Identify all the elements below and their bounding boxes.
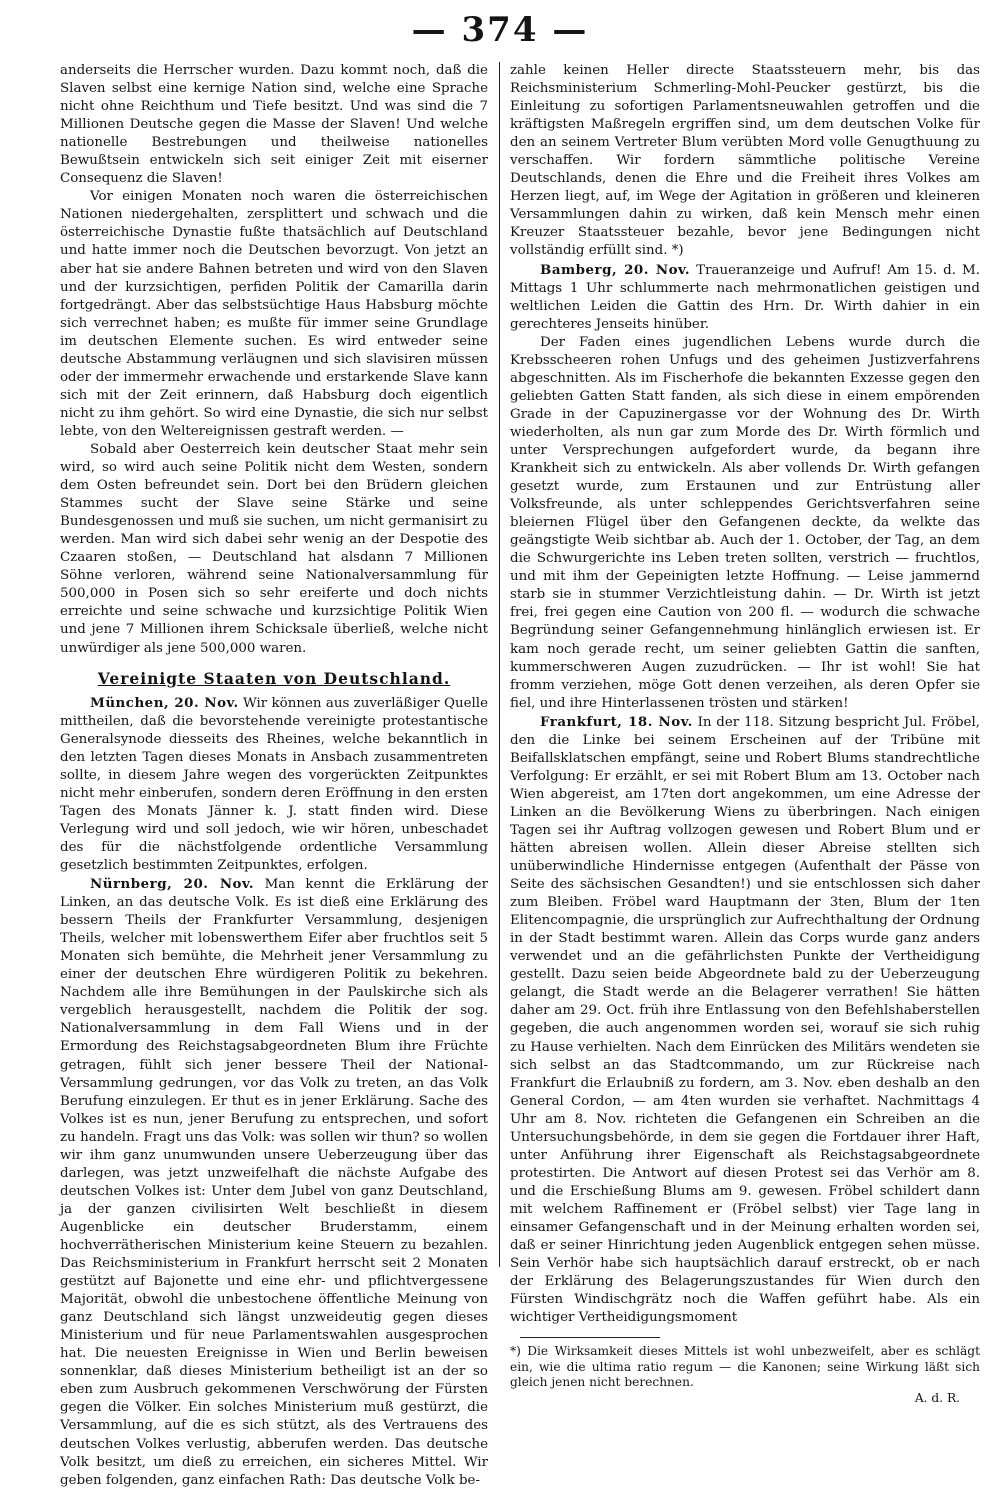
section-heading: Vereinigte Staaten von Deutschland.	[97, 668, 451, 688]
paragraph: Der Faden eines jugendlichen Lebens wurde durch die Krebsscheeren rohen Unfugs und des geheimen Justizverfahrens abgeschnitten. Als im Fischerhofe die bekannten Exzesse gegen den geliebten Gatten Statt fanden, als sich diese in einem empörenden Grade in der Capuzinergasse vor der Wohnung des Dr. Wirth wiederholten, als nun gar zum Morde des Dr. Wirth förmlich und unter Versprechungen aufgefordert wurde, da begann ihre Krankheit sich zu entwickeln. Als aber vollends Dr. Wirth gefangen gesetzt wurde, zum Erstaunen und zur Entrüstung aller Volksfreunde, als unter schleppendes Gerichtsverfahren seine bleiernen Flügel über den Gefangenen deckte, da welkte das geängstigte Weib sichtbar ab. Auch der 1. October, der Tag, an dem die Schwurgerichte ins Leben treten sollten, verstrich — fruchtlos, und mit ihm der Gepeinigten letzte Hoffnung. — Leise jammernd starb sie in stummer Verzichtleistung dahin. — Dr. Wirth ist jetzt frei, frei gegen eine Caution von 200 fl. — wodurch die schwache Begründung seiner Gefangennehmung hinlänglich erwiesen ist. Er kam noch gerade recht, um seiner geliebten Gattin die sanften, kummerschweren Augen zuzudrücken. — Ihr ist wohl! Sie hat fromm verziehen, möge Gott denen verzeihen, als deren Opfer sie fiel, und ihre Hinterlassenen trösten und stärken!	[510, 334, 980, 711]
left-column	[60, 62, 488, 1488]
dateline: Frankfurt, 18. Nov.	[540, 713, 693, 730]
article-text: Man kennt die Erklärung der Linken, an das deutsche Volk. Es ist dieß eine Erklärung des bessern Theils der Frankfurter Versammlung, desjenigen Theils, welcher mit lobenswerthem Eifer aber fruchtlos seit 5 Monaten sich bemühte, die Mehrheit jener Versammlung zu einer der deutschen Ehre würdigeren Politik zu bekehren. Nachdem alle ihre Bemühungen in der Paulskirche sich als vergeblich herausgestellt, nachdem die Politik der sog. Nationalversammlung in dem Fall Wiens und in der Ermordung des Reichstagsabgeordneten Blum ihre Früchte getragen, fühlt sich jener bessere Theil der National-Versammlung gedrungen, vor das Volk zu treten, an das Volk Berufung einzulegen. Er thut es in jener Erklärung. Sache des Volkes ist es nun, jener Berufung zu entsprechen, und sofort zu handeln. Fragt uns das Volk: was sollen wir thun? so wollen wir ihm ganz unumwunden unsere Ueberzeugung über das darlegen, was jetzt unzweifelhaft die nächste Aufgabe des deutschen Volkes ist: Unter dem Jubel von ganz Deutschland, ja der ganzen civilisirten Welt beschließt in diesem Augenblicke ein deutscher Bruderstamm, einem hochverrätherischen Ministerium keine Steuern zu bezahlen. Das Reichsministerium in Frankfurt herrscht seit 2 Monaten gestützt auf Bajonette und eine ehr- und pflichtvergessene Majorität, obwohl die unbestochene öffentliche Meinung von ganz Deutschland sich längst unzweideutig gegen dieses Ministerium und für neue Parlamentswahlen ausgesprochen hat. Die neuesten Ereignisse in Wien und Berlin beweisen sonnenklar, daß dieses Ministerium betheiligt ist an der so eben zum Ausbruch gekommenen Verschwörung der Fürsten gegen die Völker. Ein solches Ministerium muß gestürzt, die Versammlung, auf die es sich stützt, als des Vertrauens des deutschen Volkes verlustig, abberufen werden. Das deutsche Volk besitzt, um dieß zu erreichen, ein sicheres Mittel. Wir geben folgenden, ganz einfachen Rath: Das deutsche Volk be-	[60, 877, 488, 1488]
article-nuernberg	[60, 875, 488, 1490]
paragraph: Sobald aber Oesterreich kein deutscher Staat mehr sein wird, so wird auch seine Politik nicht dem Westen, sondern dem Osten befreundet sein. Dort bei den Brüdern gleichen Stammes sucht der Slave seine Stärke und seine Bundesgenossen und muß sie suchen, um nicht germanisirt zu werden. Man wird sich dabei sehr wenig an der Despotie des Czaaren stoßen, — Deutschland hat alsdann 7 Millionen Söhne verloren, während seine Nationalversammlung für 500,000 in Posen sich so sehr ereiferte und doch nichts erreichte und seine schwache und kurzsichtige Politik Wien und jene 7 Millionen ihrem Schicksale überließ, welche nicht unwürdiger als jene 500,000 waren.	[60, 441, 488, 656]
dateline: München, 20. Nov.	[90, 694, 239, 711]
paragraph: Vor einigen Monaten noch waren die österreichischen Nationen niedergehalten, zersplittert und schwach und die österreichische Dynastie fußte thatsächlich auf Deutschland und hatte immer noch die Deutschen bevorzugt. Von jetzt an aber hat sie andere Bahnen betreten und wird von den Slaven und der kurzsichtigen, perfiden Politik der Camarilla darin fortgedrängt. Aber das selbstsüchtige Haus Habsburg möchte sich verrechnet haben; es mußte für immer seine Grundlage im deutschen Elemente suchen. Es wird entweder seine deutsche Abstammung verläugnen und sich slavisiren müssen oder der immermehr erwachende und erstarkende Slave kann sich mit der Zeit erinnern, daß Habsburg doch eigentlich nicht zu ihm gehört. So wird eine Dynastie, die sich nur selbst lebte, von den Weltereignissen gestraft werden. —	[60, 189, 488, 439]
article-text: In der 118. Sitzung bespricht Jul. Fröbel, den die Linke bei seinem Erscheinen auf der Tribüne mit Beifallsklatschen empfängt, seine und Robert Blums standrechtliche Verfolgung: Er erzählt, er sei mit Robert Blum am 13. October nach Wien abgereist, am 17ten dort angekommen, um eine Adresse der Linken an die Bevölkerung Wiens zu überbringen. Nach einigen Tagen sei ihr Auftrag vollzogen gewesen und Robert Blum und er hätten abreisen wollen. Allein dieser Abreise stellten sich unüberwindliche Hindernisse entgegen (Aufenthalt der Pässe von Seite des sächsischen Gesandten!) und sie entschlossen sich daher zum Bleiben. Fröbel ward Hauptmann der 3ten, Blum der 1ten Elitencompagnie, die ursprünglich zur Aufrechthaltung der Ordnung in der Stadt bestimmt waren. Allein das Corps wurde ganz anders verwendet und an die gefährlichsten Punkte der Vertheidigung gestellt. Dazu seien beide Abgeordnete bald zu der Ueberzeugung gelangt, die Stadt werde an die Belagerer verrathen! Sie hätten daher am 29. Oct. früh ihre Entlassung von den Befehlshaberstellen gegeben, die auch angenommen worden sei, worauf sie sich ruhig zu Hause verhielten. Nach dem Einrücken des Militärs wendeten sie sich selbst an das Stadtcommando, um zur Rückreise nach Frankfurt die Erlaubniß zu fordern, am 3. Nov. eben deshalb an den General Cordon, — am 4ten wurden sie verhaftet. Nachmittags 4 Uhr am 8. Nov. richteten die Gefangenen ein Schreiben an die Untersuchungsbehörde, in dem sie gegen die Fortdauer ihrer Haft, unter Anführung ihrer Eigenschaft als Reichstagsabgeordnete protestirten. Die Antwort auf diesen Protest sei das Verhör am 8. und die Erschießung Blums am 9. gewesen. Fröbel schildert dann mit welchem Raffinement er (Fröbel selbst) vier Tage lang in einsamer Gefangenschaft und in der Meinung erhalten worden sei, daß er seiner Hinrichtung jeden Augenblick entgegen sehen müsse. Sein Verhör habe sich hauptsächlich darauf erstreckt, ob er nach der Erklärung des Belagerungszustandes für Wien durch den Fürsten Windischgrätz noch die Waffen geführt habe. Als ein wichtiger Vertheidigungsmoment	[510, 714, 980, 1326]
paragraph: anderseits die Herrscher wurden. Dazu kommt noch, daß die Slaven selbst eine kernige Nation sind, welche eine Sprache nicht ohne Reichthum und Tiefe besitzt. Und was sind die 7 Millionen Deutsche gegen die Masse der Slaven! Und welche nationelle Bestrebungen und theilweise nationelles Bewußtsein entwickeln sich seit einiger Zeit mit eiserner Consequenz die Slaven!	[60, 63, 488, 187]
footnote-signature: A. d. R.	[914, 1390, 960, 1405]
page-number-header: — 374 —	[411, 10, 589, 50]
article-text: Wir können aus zuverläßiger Quelle mittheilen, daß die bevorstehende vereinigte protestantische Generalsynode diesseits des Rheines, welche bekanntlich in den letzten Tagen dieses Monats in Ansbach zusammentreten sollte, in diesem Jahre wegen des vorgerückten Zeitpunktes nicht mehr einberufen, sondern deren Eröffnung in den ersten Tagen des Monats Jänner k. J. statt finden wird. Diese Verlegung wird und soll jedoch, wie wir hören, unbeschadet des für die nächstfolgende ordentliche Versammlung gesetzlich bestimmten Zeitpunktes, erfolgen.	[60, 695, 488, 874]
dateline: Nürnberg, 20. Nov.	[90, 876, 255, 893]
paragraph: zahle keinen Heller directe Staatssteuern mehr, bis das Reichsministerium Schmerling-Mohl-Peucker gestürzt, bis die Einleitung zu sofortigen Parlamentsneuwahlen getroffen und die kräftigsten Maßregeln ergriffen sind, um dem deutschen Volke für den an seinem Vertreter Blum verübten Mord volle Genugthuung zu verschaffen. Wir fordern sämmtliche politische Vereine Deutschlands, denen die Ehre und die Freiheit ihres Volkes am Herzen liegt, auf, im Wege der Agitation in größeren und kleineren Versammlungen dahin zu wirken, daß kein Mensch mehr einen Kreuzer Staatssteuer bezahle, bevor jene Bedingungen nicht vollständig erfüllt sind. *)	[510, 63, 980, 259]
article-bamberg	[510, 261, 980, 334]
article-frankfurt	[510, 713, 980, 1328]
article-text: Traueranzeige und Aufruf! Am 15. d. M. Mittags 1 Uhr schlummerte nach mehrmonatlichen geistigen und weltlichen Leiden die Gattin des Hrn. Dr. Wirth dahier in ein gerechteres Jenseits hinüber.	[510, 262, 980, 332]
footnote-divider	[520, 1337, 660, 1338]
footnote-text: *) Die Wirksamkeit dieses Mittels ist wohl unbezweifelt, aber es schlägt ein, wie die ultima ratio regum — die Kanonen; seine Wirkung läßt sich gleich jenen nicht berechnen.	[510, 1344, 980, 1390]
right-column	[510, 62, 980, 1405]
article-muenchen	[60, 694, 488, 875]
footnote	[510, 1344, 980, 1406]
dateline: Bamberg, 20. Nov.	[540, 261, 691, 278]
column-divider	[499, 62, 500, 1267]
